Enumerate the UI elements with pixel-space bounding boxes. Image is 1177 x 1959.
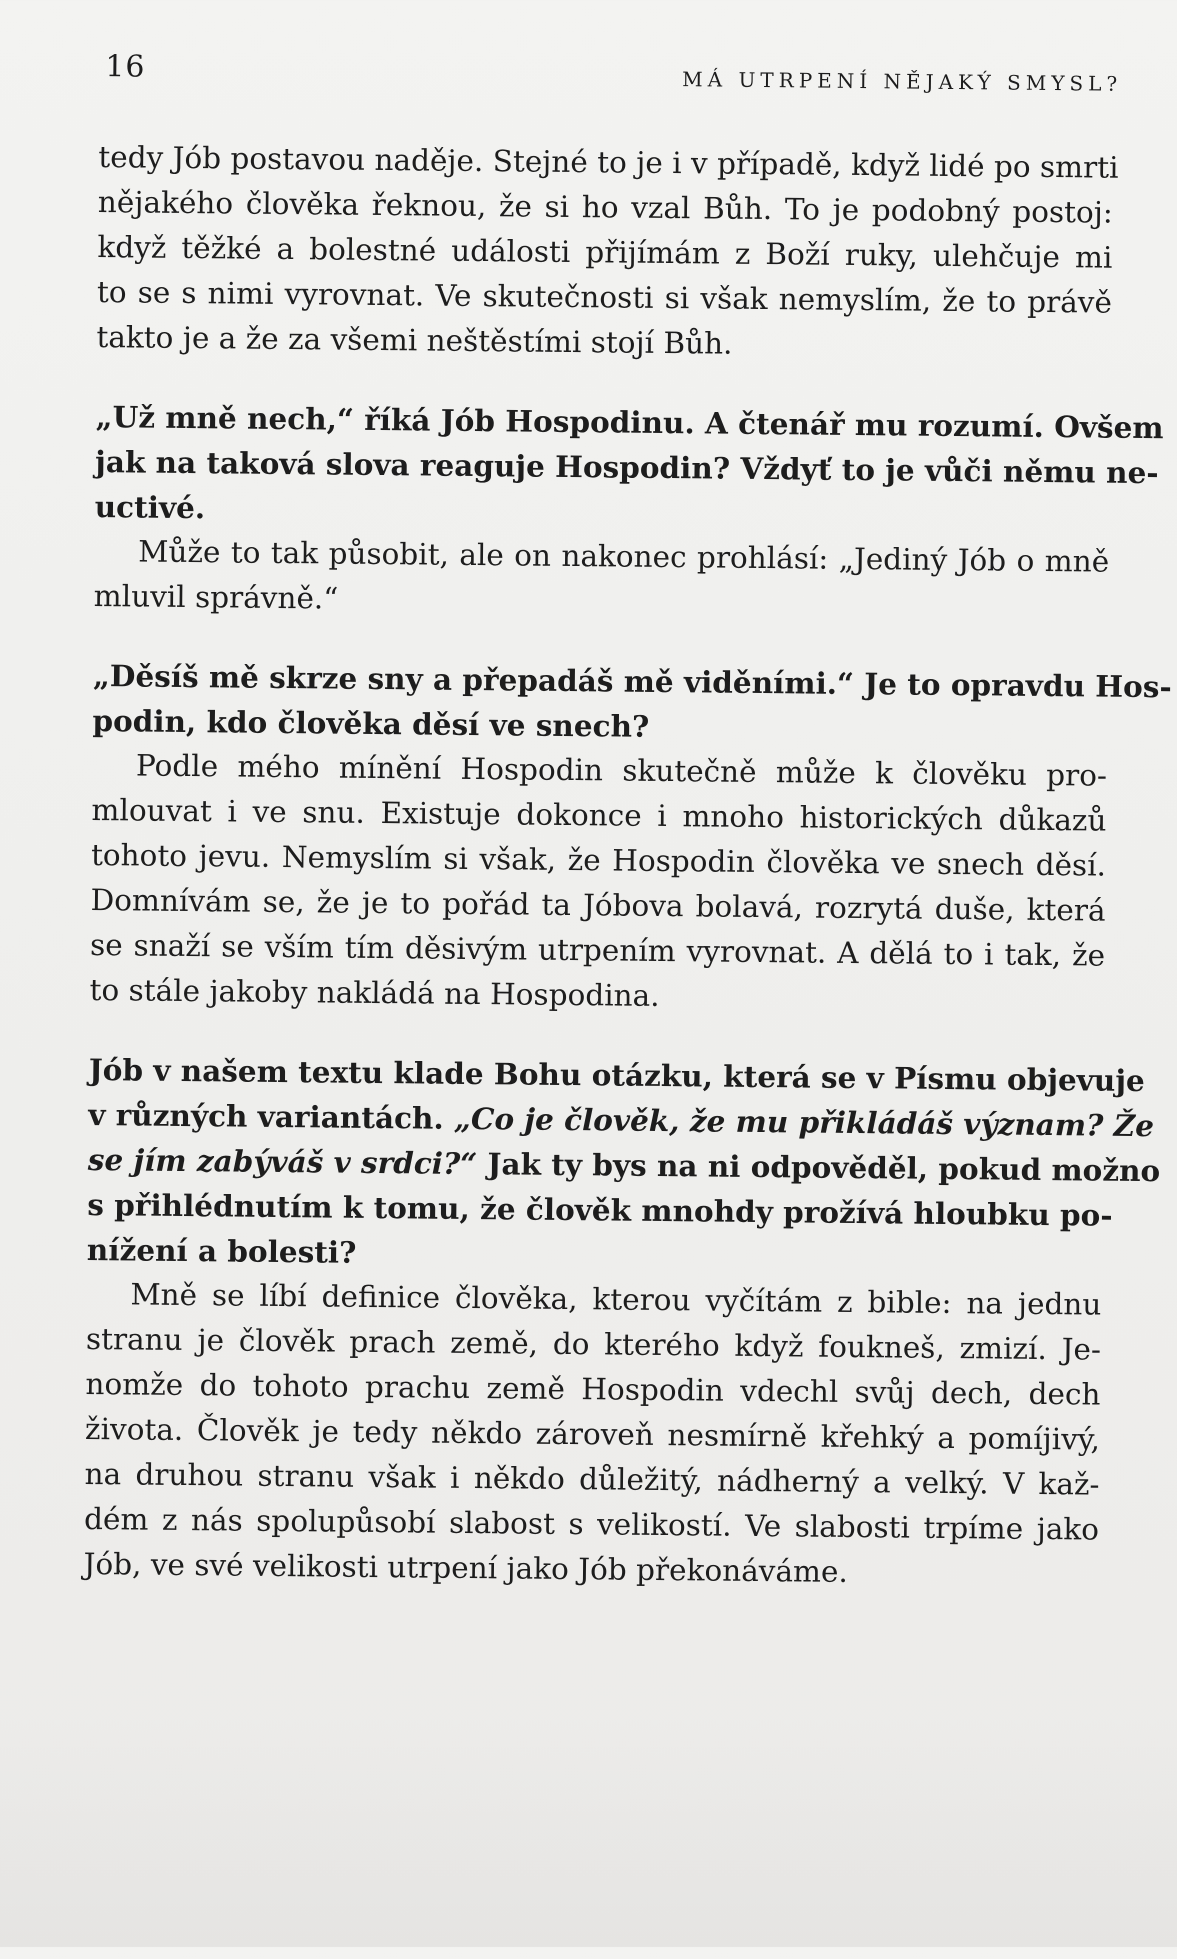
text-line: podin, kdo člověka děsí ve snech? xyxy=(92,703,650,744)
page-number: 16 xyxy=(105,49,146,85)
text-line: Domnívám se, že je to pořád ta Jóbova bolavá, rozrytá duše, která xyxy=(90,882,1106,928)
text-line: uctivé. xyxy=(94,489,206,526)
text-line: nějakého člověka řeknou, že si ho vzal Bůh. To je podobný postoj: xyxy=(97,185,1114,230)
text-line: tedy Jób postavou naděje. Stejné to je i v případě, když lidé po smrti xyxy=(98,140,1119,185)
text-line: to stále jakoby nakládá na Hospodina. xyxy=(89,972,660,1013)
text-line: dém z nás spolupůsobí slabost s velikostí. Ve slabosti trpíme jako xyxy=(83,1501,1100,1547)
paragraph-answer-2 xyxy=(94,529,1110,630)
text-line: když těžké a bolestné události přijímám z Boží ruky, ulehčuje mi xyxy=(97,230,1113,275)
text-line: nížení a bolesti? xyxy=(86,1231,357,1270)
text-line: to se s nimi vyrovnat. Ve skutečnosti si však nemyslím, že to právě xyxy=(96,275,1113,320)
quoted-verse: se jím zabýváš v srdci?“ xyxy=(87,1141,478,1182)
text-line: Podle mého mínění Hospodin skutečně může k člověku pro- xyxy=(135,748,1108,793)
paragraph-question-2 xyxy=(92,653,1172,754)
text-line: na druhou stranu však i někdo důležitý, nádherný a velký. V kaž- xyxy=(84,1456,1100,1502)
text-line: Mně se líbí definice člověka, kterou vyčítám z bible: na jednu xyxy=(130,1277,1102,1322)
text-line: mlouvat i ve snu. Existuje dokonce i mnoho historických důkazů xyxy=(91,793,1107,838)
text-line: života. Člověk je tedy někdo zároveň nesmírně křehký a pomíjivý, xyxy=(84,1411,1101,1457)
text-line: mluvil správně.“ xyxy=(93,579,339,616)
text-line: „Děsíš mě skrze sny a přepadáš mě viděními.“ Je to opravdu Hos- xyxy=(92,658,1172,705)
text-line: Jób v našem textu klade Bohu otázku, která se v Písmu objevuje xyxy=(88,1051,1145,1099)
text-line: stranu je člověk prach země, do kterého když foukneš, zmizí. Je- xyxy=(85,1321,1102,1367)
page-shadow xyxy=(0,1707,1177,1947)
text-line: Může to tak působit, ale on nakonec prohlásí: „Jediný Jób o mně xyxy=(138,534,1110,579)
paragraph-answer-1 xyxy=(96,135,1119,371)
running-head: MÁ UTRPENÍ NĚJAKÝ SMYSL? xyxy=(682,67,1123,96)
text-line: nomže do tohoto prachu země Hospodin vdechl svůj dech, dech xyxy=(85,1366,1101,1412)
quoted-verse: „Co je člověk, že mu přikládáš význam? Že xyxy=(453,1100,1155,1144)
paragraph-question-1 xyxy=(94,394,1164,540)
body-text xyxy=(83,135,1172,1598)
text-run: v různých variantách. xyxy=(88,1096,455,1136)
text-line: takto je a že za všemi neštěstími stojí Bůh. xyxy=(96,320,733,361)
text-line: „Už mně nech,“ říká Jób Hospodinu. A čtenář mu rozumí. Ovšem xyxy=(95,399,1164,446)
text-run: Jak ty bys na ni odpověděl, pokud možno xyxy=(477,1146,1161,1189)
paragraph-answer-3 xyxy=(89,743,1107,1024)
text-line: s přihlédnutím k tomu, že člověk mnohdy prožívá hloubku po- xyxy=(87,1186,1113,1233)
text-line: Jób, ve své velikosti utrpení jako Jób překonáváme. xyxy=(83,1546,848,1589)
text-line: tohoto jevu. Nemyslím si však, že Hospodin člověka ve snech děsí. xyxy=(90,838,1107,883)
text-line: jak na taková slova reaguje Hospodin? Vždyť to je vůči němu ne- xyxy=(94,444,1159,491)
text-line: se snaží se vším tím děsivým utrpením vyrovnat. A dělá to i tak, že xyxy=(89,927,1106,973)
paragraph-question-3 xyxy=(86,1047,1161,1283)
paragraph-answer-4 xyxy=(83,1272,1101,1598)
